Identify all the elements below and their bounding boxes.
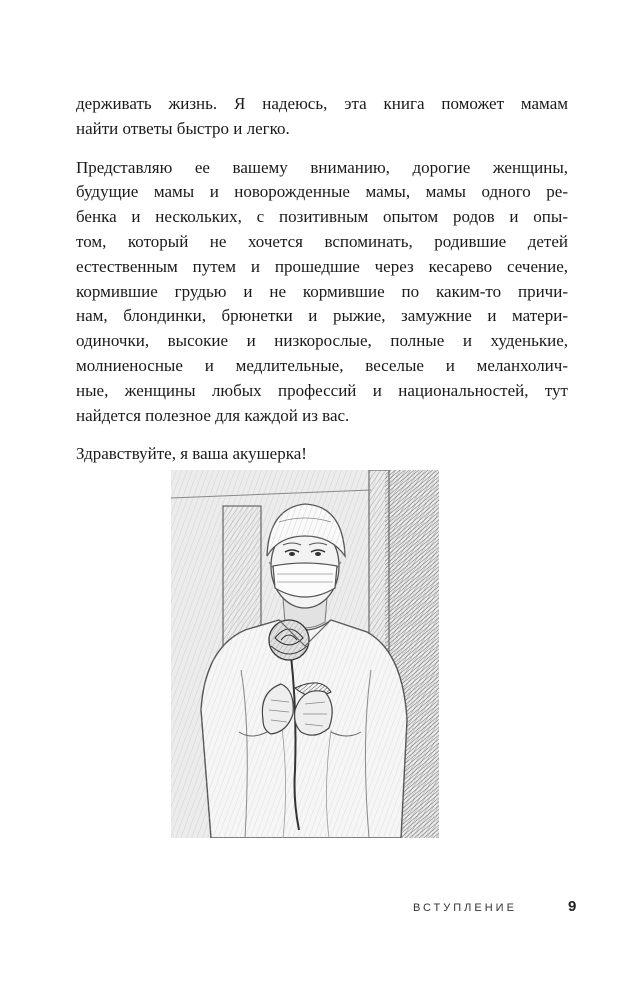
body-text bbox=[76, 92, 568, 481]
text-line: найти ответы быстро и легко. bbox=[76, 118, 290, 138]
text-line: ные, женщины любых профессий и национальностей, тут bbox=[76, 380, 568, 400]
text-line: кормившие грудью и не кормившие по каким-то причи- bbox=[76, 281, 568, 301]
text-line: естественным путем и прошедшие через кесарево сечение, bbox=[76, 256, 568, 276]
paragraph-3 bbox=[76, 442, 568, 467]
text-line: одиночки, высокие и низкорослые, полные и худенькие, bbox=[76, 331, 568, 351]
midwife-rose-illustration bbox=[171, 470, 439, 838]
paragraph-1 bbox=[76, 92, 568, 142]
text-line: бенка и нескольких, с позитивным опытом родов и опы- bbox=[76, 207, 568, 227]
text-line: том, который не хочется вспоминать, родившие детей bbox=[76, 231, 568, 251]
sketch-drawing bbox=[171, 470, 439, 838]
text-line: Здравствуйте, я ваша акушерка! bbox=[76, 444, 307, 464]
paragraph-2 bbox=[76, 156, 568, 429]
text-line: найдется полезное для каждой из вас. bbox=[76, 405, 350, 425]
text-line: будущие мамы и новорожденные мамы, мамы одного ре- bbox=[76, 182, 568, 202]
running-footer-section-title: ВСТУПЛЕНИЕ bbox=[413, 902, 517, 914]
page-number: 9 bbox=[568, 898, 577, 915]
text-line: нам, блондинки, брюнетки и рыжие, замужние и матери- bbox=[76, 306, 568, 326]
text-line: молниеносные и медлительные, веселые и меланхолич- bbox=[76, 355, 568, 375]
text-line: Представляю ее вашему вниманию, дорогие женщины, bbox=[76, 157, 568, 177]
text-line: держивать жизнь. Я надеюсь, эта книга поможет мамам bbox=[76, 94, 568, 113]
